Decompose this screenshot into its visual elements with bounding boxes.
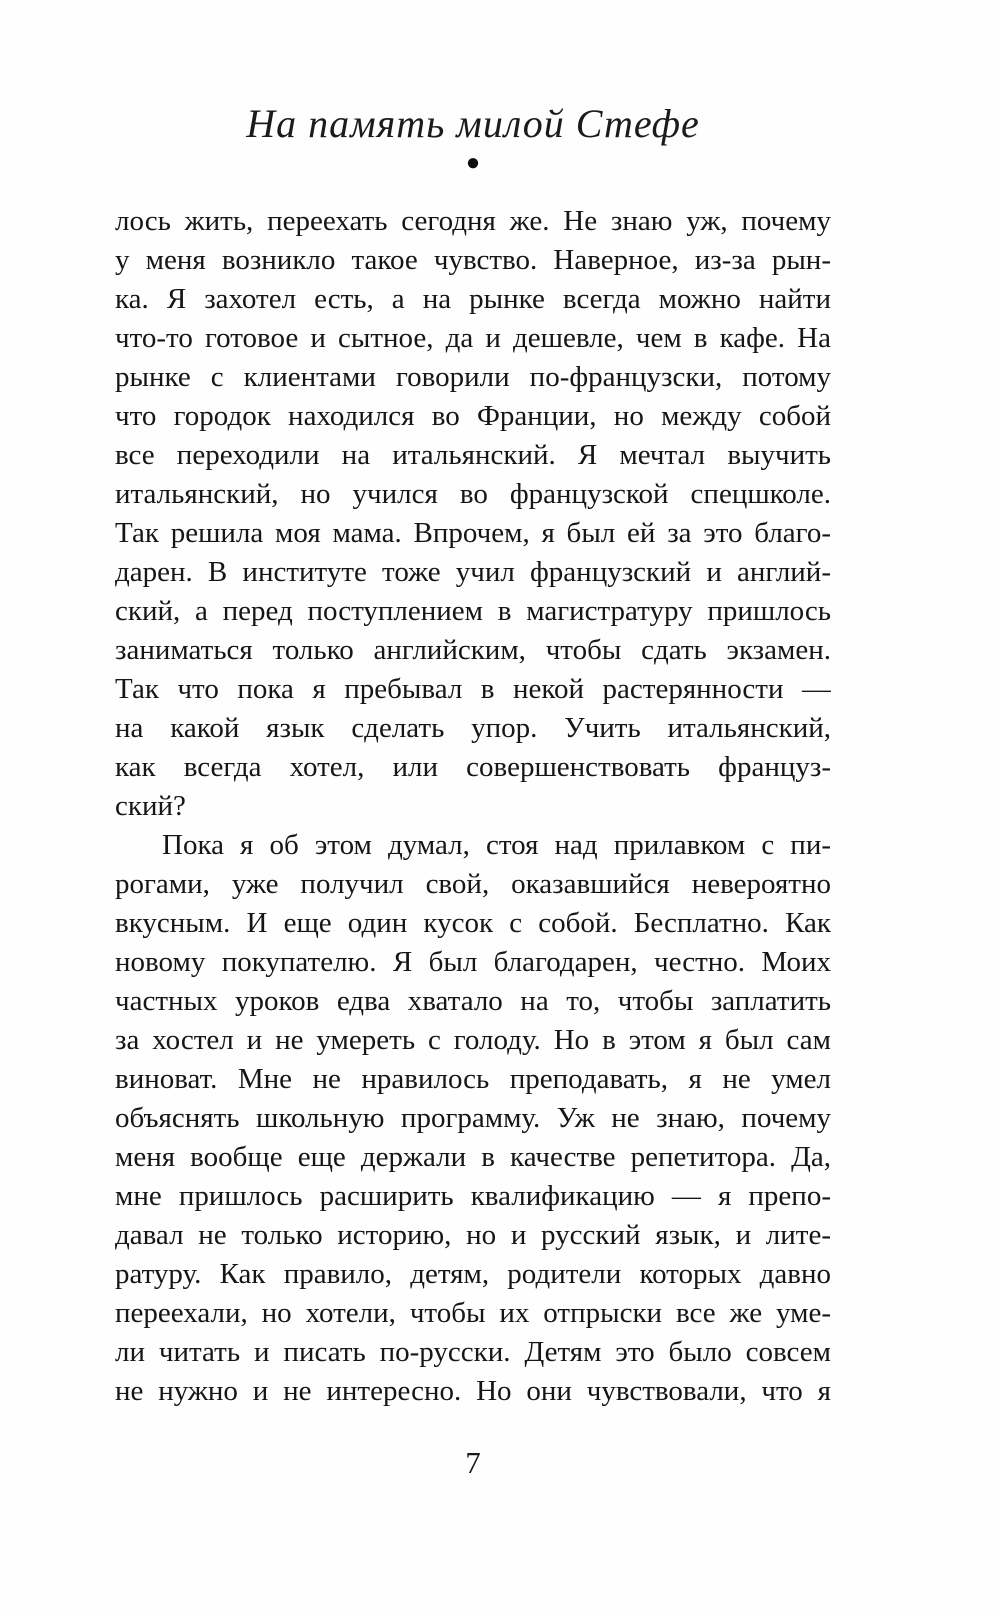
text-line: на какой язык сделать упор. Учить итальянский,: [115, 712, 831, 744]
text-line: как всегда хотел, или совершенствовать француз-: [115, 751, 831, 783]
text-line: вкусным. И еще один кусок с собой. Бесплатно. Как: [115, 907, 831, 939]
text-line: переехали, но хотели, чтобы их отпрыски все же уме-: [115, 1297, 831, 1329]
text-line: рогами, уже получил свой, оказавшийся невероятно: [115, 868, 831, 900]
text-line: итальянский, но учился во французской спецшколе.: [115, 478, 831, 510]
text-line: что городок находился во Франции, но между собой: [115, 400, 831, 432]
text-line: не нужно и не интересно. Но они чувствовали, что я: [115, 1375, 831, 1407]
text-line: ратуру. Как правило, детям, родители которых давно: [115, 1258, 831, 1290]
body-text: [115, 202, 831, 1411]
text-line: дарен. В институте тоже учил французский и англий-: [115, 556, 831, 588]
text-line: виноват. Мне не нравилось преподавать, я не умел: [115, 1063, 831, 1095]
text-line: заниматься только английским, чтобы сдать экзамен.: [115, 634, 831, 666]
text-line: рынке с клиентами говорили по-французски, потому: [115, 361, 831, 393]
page-number: 7: [465, 1445, 481, 1480]
text-line: что-то готовое и сытное, да и дешевле, чем в кафе. На: [115, 322, 831, 354]
text-line: Пока я об этом думал, стоя над прилавком с пи-: [162, 829, 831, 861]
text-line: Так решила моя мама. Впрочем, я был ей за это благо-: [115, 517, 831, 549]
text-line: мне пришлось расширить квалификацию — я препо-: [115, 1180, 831, 1212]
text-line: частных уроков едва хватало на то, чтобы заплатить: [115, 985, 831, 1017]
text-line: ли читать и писать по-русски. Детям это было совсем: [115, 1336, 831, 1368]
text-line: ка. Я захотел есть, а на рынке всегда можно найти: [115, 283, 831, 315]
text-line: ский?: [115, 790, 186, 822]
text-line: Так что пока я пребывал в некой растерянности —: [115, 673, 831, 705]
text-line: у меня возникло такое чувство. Наверное, из-за рын-: [115, 244, 831, 276]
text-line: за хостел и не умереть с голоду. Но в этом я был сам: [115, 1024, 831, 1056]
text-line: новому покупателю. Я был благодарен, честно. Моих: [115, 946, 831, 978]
text-line: ский, а перед поступлением в магистратуру пришлось: [115, 595, 831, 627]
dedication-text: На память милой Стефе: [246, 101, 700, 146]
text-line: все переходили на итальянский. Я мечтал выучить: [115, 439, 831, 471]
text-line: объяснять школьную программу. Уж не знаю, почему: [115, 1102, 831, 1134]
text-line: давал не только историю, но и русский язык, и лите-: [115, 1219, 831, 1251]
separator-dot-icon: ●: [465, 150, 481, 176]
text-line: меня вообще еще держали в качестве репетитора. Да,: [115, 1141, 831, 1173]
text-line: лось жить, переехать сегодня же. Не знаю уж, почему: [115, 205, 831, 237]
